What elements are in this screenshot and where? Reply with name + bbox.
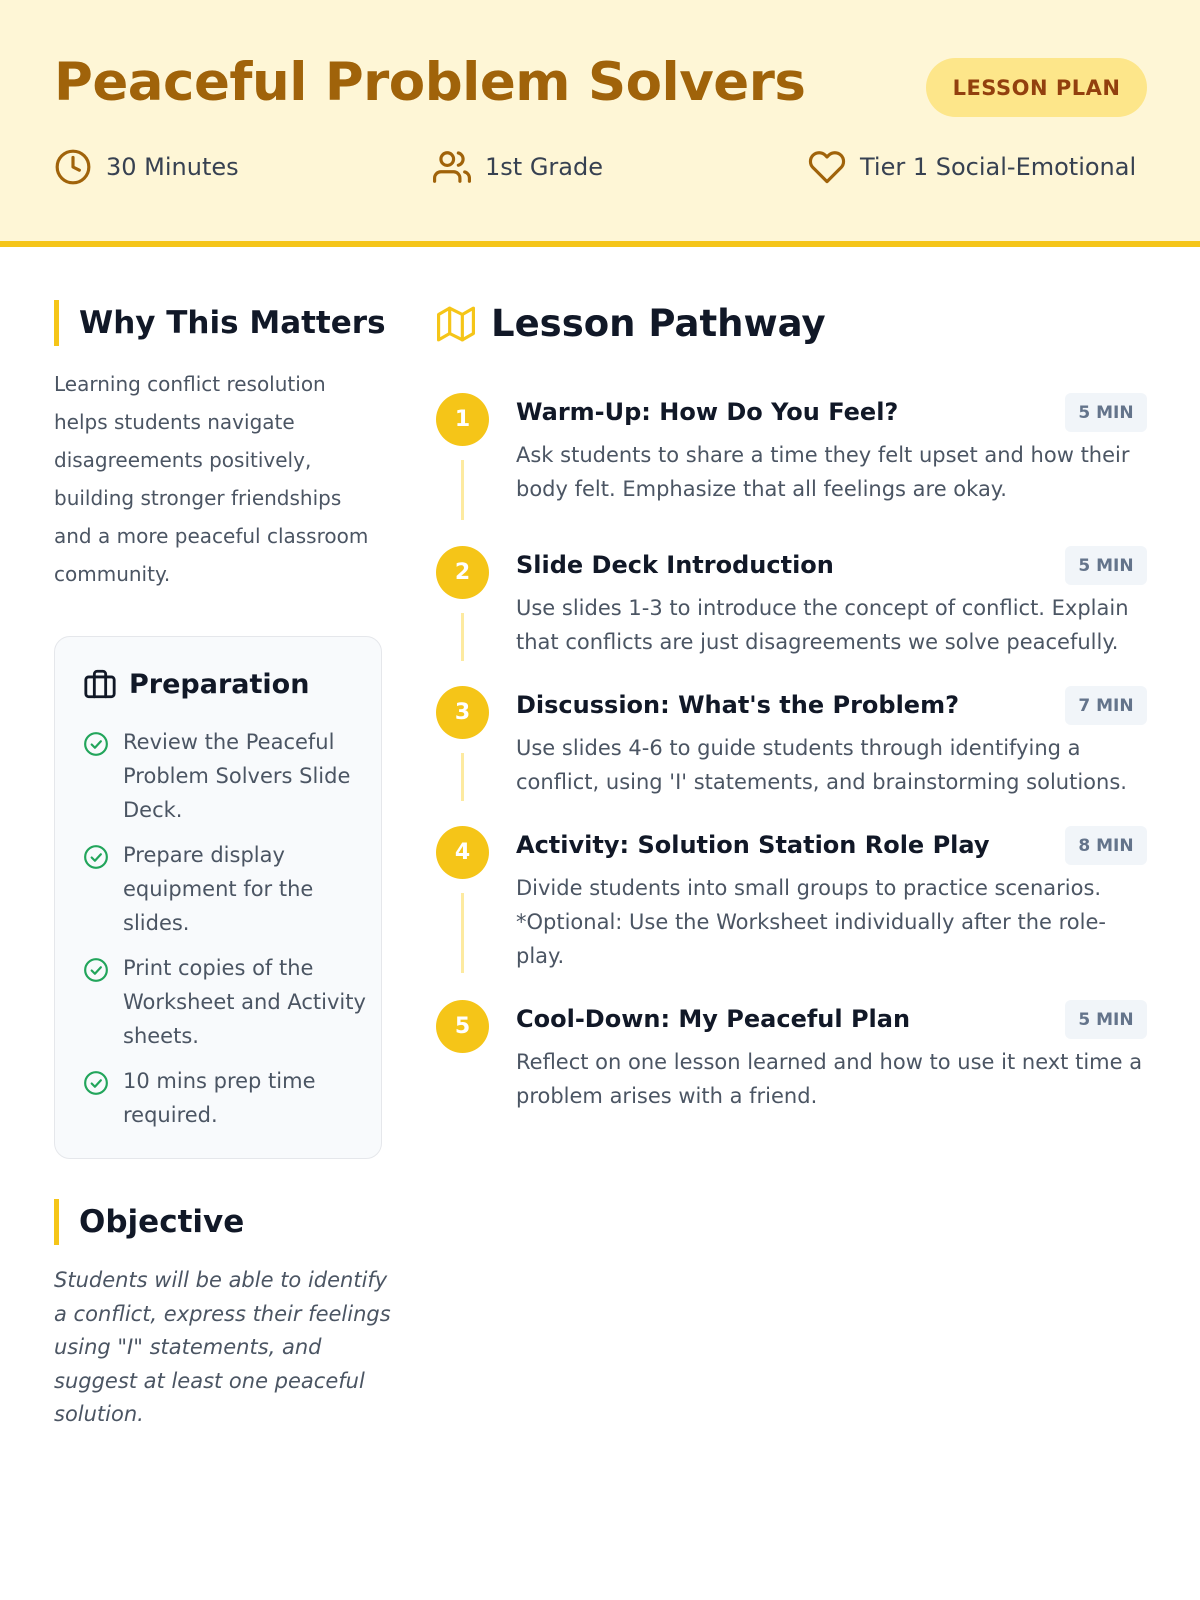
- step-title: Slide Deck Introduction: [516, 551, 834, 579]
- grade-text: 1st Grade: [485, 153, 603, 181]
- step-number: 3: [436, 686, 489, 739]
- objective-title: Objective: [54, 1199, 244, 1245]
- step-description: Ask students to share a time they felt upset and how their body felt. Emphasize that all feelings are okay.: [516, 443, 1130, 501]
- preparation-card: [54, 636, 382, 1159]
- step-number: 1: [436, 393, 489, 446]
- clock-icon: [54, 148, 92, 186]
- step-time-badge: 8 MIN: [1065, 826, 1147, 865]
- prep-item: [83, 951, 373, 1053]
- step-time-badge: 5 MIN: [1065, 546, 1147, 585]
- prep-item-text: 10 mins prep time required.: [123, 1069, 316, 1127]
- prep-item-text: Review the Peaceful Problem Solvers Slide Deck.: [123, 730, 351, 822]
- briefcase-icon: [83, 667, 117, 701]
- step-title: Cool-Down: My Peaceful Plan: [516, 1005, 911, 1033]
- timeline-connector: [461, 893, 464, 973]
- prep-item: [83, 1064, 373, 1132]
- timeline-connector: [461, 753, 464, 801]
- step-number: 4: [436, 826, 489, 879]
- tier-text: Tier 1 Social-Emotional: [860, 153, 1137, 181]
- step-title: Warm-Up: How Do You Feel?: [516, 398, 899, 426]
- check-circle-icon: [83, 1070, 109, 1096]
- heart-icon: [808, 148, 846, 186]
- step-description: Divide students into small groups to practice scenarios. *Optional: Use the Worksheet individually after the role-play.: [516, 876, 1106, 968]
- check-circle-icon: [83, 844, 109, 870]
- duration-meta: [54, 147, 239, 187]
- check-circle-icon: [83, 731, 109, 757]
- why-title: Why This Matters: [54, 300, 386, 346]
- lesson-plan-badge: LESSON PLAN: [926, 58, 1147, 117]
- step-description: Use slides 4-6 to guide students through identifying a conflict, using 'I' statements, and brainstorming solutions.: [516, 736, 1127, 794]
- header-divider: [0, 241, 1200, 247]
- step-time-badge: 7 MIN: [1065, 686, 1147, 725]
- map-icon: [437, 305, 475, 343]
- prep-item-text: Print copies of the Worksheet and Activity sheets.: [123, 956, 366, 1048]
- tier-meta: [808, 147, 1136, 187]
- page-title: Peaceful Problem Solvers: [54, 52, 806, 113]
- step-time-badge: 5 MIN: [1065, 393, 1147, 432]
- step-number: 2: [436, 546, 489, 599]
- timeline-connector: [461, 613, 464, 661]
- check-circle-icon: [83, 957, 109, 983]
- users-icon: [433, 148, 471, 186]
- objective-text: Students will be able to identify a conflict, express their feelings using "I" statements, and suggest at least one peaceful solution.: [54, 1268, 391, 1426]
- step-time-badge: 5 MIN: [1065, 1000, 1147, 1039]
- pathway-title-text: Lesson Pathway: [491, 302, 826, 345]
- step-title: Activity: Solution Station Role Play: [516, 831, 990, 859]
- step-title: Discussion: What's the Problem?: [516, 691, 960, 719]
- prep-item-text: Prepare display equipment for the slides.: [123, 843, 314, 935]
- prep-item: [83, 725, 373, 827]
- pathway-title: [437, 302, 826, 345]
- step-number: 5: [436, 1000, 489, 1053]
- header: [0, 0, 1200, 241]
- preparation-title-text: Preparation: [129, 668, 310, 700]
- step-description: Use slides 1-3 to introduce the concept of conflict. Explain that conflicts are just disagreements we solve peacefully.: [516, 596, 1129, 654]
- grade-meta: [433, 147, 603, 187]
- preparation-title: [83, 667, 309, 701]
- prep-item: [83, 838, 373, 940]
- timeline-connector: [461, 460, 464, 520]
- step-description: Reflect on one lesson learned and how to use it next time a problem arises with a friend.: [516, 1050, 1143, 1108]
- duration-text: 30 Minutes: [106, 153, 239, 181]
- why-text: Learning conflict resolution helps students navigate disagreements positively, building stronger friendships and a more peaceful classroom community.: [54, 372, 369, 586]
